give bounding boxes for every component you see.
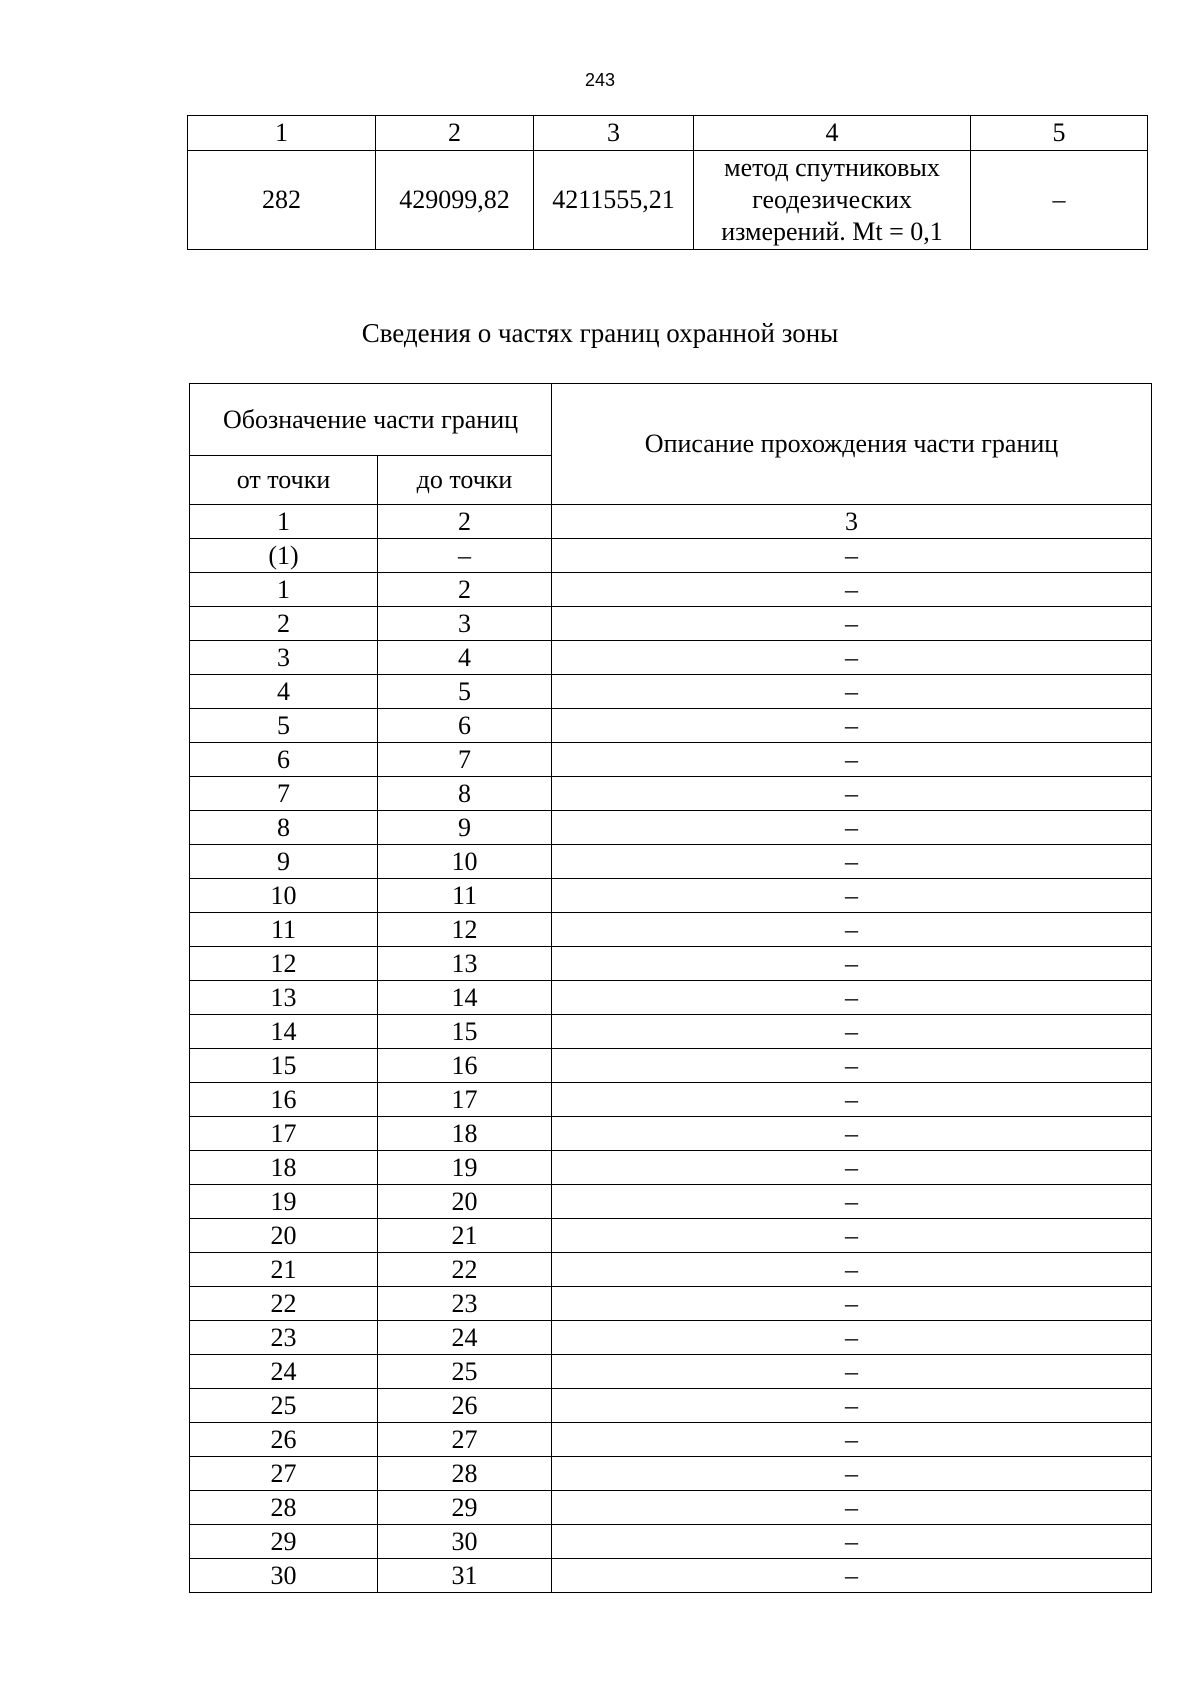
table-row: [190, 1491, 1152, 1525]
description-cell: –: [552, 1423, 1152, 1457]
from-point-cell: 20: [190, 1219, 378, 1253]
description-cell: –: [552, 1117, 1152, 1151]
description-cell: –: [552, 1219, 1152, 1253]
table-row: [190, 777, 1152, 811]
to-point-cell: 9: [378, 811, 552, 845]
table-row: [190, 1389, 1152, 1423]
column-number-5: 5: [971, 116, 1148, 151]
to-point-header: до точки: [378, 456, 552, 505]
column-number-3: 3: [534, 116, 694, 151]
to-point-cell: 6: [378, 709, 552, 743]
point-number-cell: 282: [188, 151, 376, 250]
to-point-cell: 26: [378, 1389, 552, 1423]
from-point-cell: 1: [190, 573, 378, 607]
to-point-cell: 17: [378, 1083, 552, 1117]
description-cell: –: [552, 1491, 1152, 1525]
description-cell: –: [552, 709, 1152, 743]
table-row: [190, 743, 1152, 777]
from-point-cell: 24: [190, 1355, 378, 1389]
to-point-cell: 18: [378, 1117, 552, 1151]
description-cell: –: [552, 675, 1152, 709]
description-cell: –: [552, 573, 1152, 607]
from-point-cell: 2: [190, 607, 378, 641]
from-point-cell: 30: [190, 1559, 378, 1593]
parts-table-body: [190, 539, 1152, 1593]
from-point-cell: 27: [190, 1457, 378, 1491]
table-row: [190, 1423, 1152, 1457]
from-point-cell: 21: [190, 1253, 378, 1287]
description-cell: –: [552, 777, 1152, 811]
from-point-cell: 9: [190, 845, 378, 879]
column-number-4: 4: [694, 116, 971, 151]
from-point-cell: 29: [190, 1525, 378, 1559]
from-point-cell: 8: [190, 811, 378, 845]
table-row: [190, 1219, 1152, 1253]
table-row: [190, 1457, 1152, 1491]
from-point-cell: 10: [190, 879, 378, 913]
from-point-cell: 19: [190, 1185, 378, 1219]
description-cell: –: [552, 539, 1152, 573]
to-point-cell: 21: [378, 1219, 552, 1253]
to-point-cell: 5: [378, 675, 552, 709]
description-cell: –: [552, 1083, 1152, 1117]
description-cell: –: [971, 151, 1148, 250]
description-cell: –: [552, 1355, 1152, 1389]
description-cell: –: [552, 1287, 1152, 1321]
table-row: [190, 1253, 1152, 1287]
from-point-cell: 7: [190, 777, 378, 811]
description-cell: –: [552, 641, 1152, 675]
description-cell: –: [552, 1525, 1152, 1559]
table-row: [190, 1559, 1152, 1593]
to-point-cell: 7: [378, 743, 552, 777]
description-cell: –: [552, 1049, 1152, 1083]
from-point-cell: 11: [190, 913, 378, 947]
parts-column-numbers-row: [190, 505, 1152, 539]
coordinates-header-row: [188, 116, 1148, 151]
table-row: [190, 1117, 1152, 1151]
from-point-cell: 4: [190, 675, 378, 709]
description-cell: –: [552, 845, 1152, 879]
to-point-cell: 30: [378, 1525, 552, 1559]
description-cell: –: [552, 607, 1152, 641]
to-point-cell: 10: [378, 845, 552, 879]
to-point-cell: 23: [378, 1287, 552, 1321]
description-cell: –: [552, 879, 1152, 913]
to-point-cell: 11: [378, 879, 552, 913]
from-point-cell: 5: [190, 709, 378, 743]
table-row: [190, 1049, 1152, 1083]
to-point-cell: 29: [378, 1491, 552, 1525]
description-cell: –: [552, 947, 1152, 981]
table-row: [190, 1185, 1152, 1219]
table-row: [190, 1083, 1152, 1117]
to-point-cell: 8: [378, 777, 552, 811]
y-coordinate-cell: 4211555,21: [534, 151, 694, 250]
to-point-cell: 14: [378, 981, 552, 1015]
method-cell: метод спутниковых геодезических измерений. Mt = 0,1: [694, 151, 971, 250]
column-number-3: 3: [552, 505, 1152, 539]
x-coordinate-cell: 429099,82: [376, 151, 534, 250]
table-row: [190, 1525, 1152, 1559]
page-number: 243: [584, 70, 616, 90]
to-point-cell: 12: [378, 913, 552, 947]
to-point-cell: 16: [378, 1049, 552, 1083]
table-row: [190, 675, 1152, 709]
to-point-cell: 15: [378, 1015, 552, 1049]
table-row: [190, 1151, 1152, 1185]
to-point-cell: 24: [378, 1321, 552, 1355]
to-point-cell: 25: [378, 1355, 552, 1389]
description-cell: –: [552, 1559, 1152, 1593]
description-cell: –: [552, 743, 1152, 777]
column-number-2: 2: [378, 505, 552, 539]
table-row: [190, 709, 1152, 743]
table-row: [190, 845, 1152, 879]
from-point-cell: 26: [190, 1423, 378, 1457]
from-point-cell: (1): [190, 539, 378, 573]
from-point-cell: 16: [190, 1083, 378, 1117]
from-point-header: от точки: [190, 456, 378, 505]
from-point-cell: 25: [190, 1389, 378, 1423]
to-point-cell: 4: [378, 641, 552, 675]
description-cell: –: [552, 1389, 1152, 1423]
coordinates-table: [187, 115, 1148, 250]
table-row: [190, 573, 1152, 607]
from-point-cell: 15: [190, 1049, 378, 1083]
description-cell: –: [552, 1015, 1152, 1049]
to-point-cell: 3: [378, 607, 552, 641]
from-point-cell: 22: [190, 1287, 378, 1321]
description-cell: –: [552, 1185, 1152, 1219]
table-row: [190, 913, 1152, 947]
table-row: [190, 1015, 1152, 1049]
table-row: [190, 879, 1152, 913]
description-cell: –: [552, 1321, 1152, 1355]
to-point-cell: 2: [378, 573, 552, 607]
to-point-cell: 28: [378, 1457, 552, 1491]
table-row: [190, 1321, 1152, 1355]
column-number-1: 1: [188, 116, 376, 151]
boundary-description-header: Описание прохождения части границ: [552, 384, 1152, 505]
to-point-cell: 31: [378, 1559, 552, 1593]
boundary-parts-table: [189, 383, 1152, 1593]
to-point-cell: –: [378, 539, 552, 573]
from-point-cell: 18: [190, 1151, 378, 1185]
table-row: [190, 607, 1152, 641]
from-point-cell: 13: [190, 981, 378, 1015]
column-number-1: 1: [190, 505, 378, 539]
table-row: [190, 811, 1152, 845]
from-point-cell: 14: [190, 1015, 378, 1049]
description-cell: –: [552, 811, 1152, 845]
from-point-cell: 23: [190, 1321, 378, 1355]
table-row: [188, 151, 1148, 250]
table-row: [190, 1355, 1152, 1389]
table-row: [190, 539, 1152, 573]
table-row: [190, 981, 1152, 1015]
description-cell: –: [552, 913, 1152, 947]
from-point-cell: 17: [190, 1117, 378, 1151]
to-point-cell: 22: [378, 1253, 552, 1287]
from-point-cell: 28: [190, 1491, 378, 1525]
description-cell: –: [552, 1151, 1152, 1185]
description-cell: –: [552, 1253, 1152, 1287]
table-row: [190, 1287, 1152, 1321]
description-cell: –: [552, 981, 1152, 1015]
boundary-part-designation-header: Обозначение части границ: [190, 384, 552, 456]
from-point-cell: 12: [190, 947, 378, 981]
description-cell: –: [552, 1457, 1152, 1491]
parts-header-row: [190, 384, 1152, 456]
table-row: [190, 947, 1152, 981]
section-title: Сведения о частях границ охранной зоны: [361, 318, 839, 348]
from-point-cell: 3: [190, 641, 378, 675]
to-point-cell: 19: [378, 1151, 552, 1185]
column-number-2: 2: [376, 116, 534, 151]
table-row: [190, 641, 1152, 675]
to-point-cell: 13: [378, 947, 552, 981]
from-point-cell: 6: [190, 743, 378, 777]
to-point-cell: 20: [378, 1185, 552, 1219]
to-point-cell: 27: [378, 1423, 552, 1457]
